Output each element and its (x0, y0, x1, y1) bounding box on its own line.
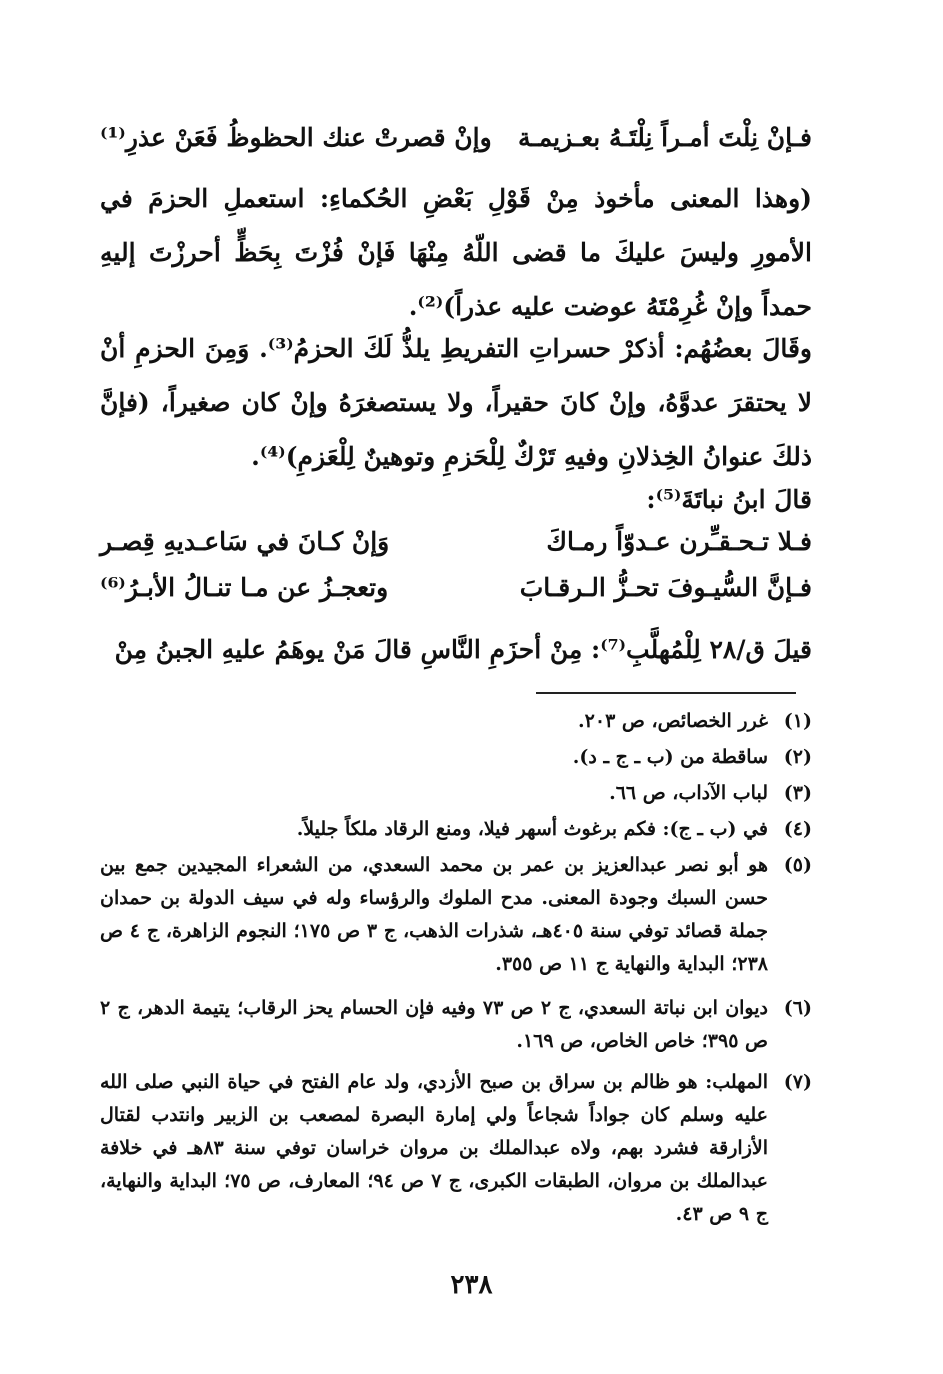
footnote (100, 1066, 812, 1231)
poet-intro: قالَ ابنُ نباتَةَ⁽⁵⁾: (646, 485, 812, 514)
footnote (100, 705, 812, 738)
footnote-text: غرر الخصائص، ص ٢٠٣. (578, 710, 768, 732)
footnote-text: في (ب ـ ج): فكم برغوث أسهر فيلا، ومنع الرقاد ملكاً جليلاً. (296, 818, 768, 840)
footnote-text: ديوان ابن نباتة السعدي، ج ٢ ص ٧٣ وفيه فإن الحسام يحز الرقاب؛ يتيمة الدهر، ج ٢ ص ٣٩٥؛ خاص الخاص، ص ١٦٩. (100, 997, 768, 1052)
footnote-divider (536, 692, 796, 694)
verse-line (100, 520, 812, 564)
footnote-text: المهلب: هو ظالم بن سراق بن صبح الأزدي، ولد عام الفتح في حياة النبي صلى الله عليه وسلم كان جواداً شجاعاً ولي إمارة البصرة لمصعب بن الزبير وانتدب لقتال الأزارقة فشرد بهم، ولاه عبدالملك بن مروان خراسان توفي سنة ٨٣هـ في خلافة عبدالملك بن مروان، الطبقات الكبرى، ج ٧ ص ٩٤؛ المعارف، ص ٧٥؛ البداية والنهاية، ج ٩ ص ٤٣. (100, 1071, 768, 1225)
footnote-number: (٥) (783, 854, 812, 876)
verse-first-hemistich: فـإنْ نِلْتَ أمـراً نِلْتَـهُ بعـزيمـة (517, 123, 812, 152)
verse-line (100, 566, 812, 610)
verse-first-hemistich: فـإنَّ السُّيـوفَ تحـزُّ الـرقـابَ (519, 573, 812, 602)
footnote (100, 992, 812, 1058)
footnote (100, 813, 812, 846)
footnote-number: (٢) (783, 746, 812, 768)
footnote (100, 741, 812, 774)
body-paragraph: (وهذا المعنى مأخوذ مِنْ قَوْلِ بَعْضِ الحُكماءِ: استعملِ الحزمَ في الأمورِ وليسَ عليكَ ما قضى اللّهُ مِنْهَا فَإنْ فُزْتَ بِحَظٍّ أحرزْتَ إليهِ حمداً وإنْ غُرِمْتَهُ عوضت عليه عذراً)⁽²⁾. (100, 184, 812, 321)
footnote-number: (٧) (783, 1071, 812, 1093)
verse-first-hemistich: فـلا تـحـقـِّرن عـدوّاً رمـاكَ (546, 527, 812, 556)
body-line: قيلَ ق/٢٨ لِلْمُهلَّبِ⁽⁷⁾: مِنْ أحزَمِ النَّاسِ قالَ مَنْ يوهَمُ عليهِ الجبنُ مِنْ (114, 635, 812, 664)
verse-line (100, 116, 812, 160)
verse-second-hemistich: وتعجـزُ عن مـا تنـالُ الأبـرُ⁽⁶⁾ (100, 573, 389, 602)
footnote-text: هو أبو نصر عبدالعزيز بن عمر بن محمد السعدي، من الشعراء المجيدين جمع بين حسن السبك وجودة المعنى. مدح الملوك والرؤساء وله في سيف الدولة بن حمدان جملة قصائد توفي سنة ٤٠٥هـ، شذرات الذهب، ج ٣ ص ١٧٥؛ النجوم الزاهرة، ج ٤ ص ٢٣٨؛ البداية والنهاية ج ١١ ص ٣٥٥. (100, 854, 769, 975)
footnote-number: (٣) (783, 782, 812, 804)
page-number: ٢٣٨ (450, 1270, 493, 1300)
body-paragraph: وقَالَ بعضُهُم: أذكرْ حسراتِ التفريطِ يلذُّ لَكَ الحزمُ⁽³⁾. وَمِنَ الحزمِ أنْ لا يحتقرَ عدوَّهُ، وإنْ كانَ حقيراً، ولا يستصغرَهُ وإنْ كان صغيراً، (فإنَّ ذلكَ عنوانُ الخِذلانِ وفيهِ تَرْكٌ لِلْحَزمِ وتوهينٌ لِلْعَزمِ)⁽⁴⁾. (100, 334, 812, 471)
footnote (100, 849, 812, 981)
verse-second-hemistich: وَإنْ كـانَ في سَاعـديهِ قِصـر (100, 527, 390, 556)
verse-second-hemistich: وإنْ قصرتْ عنك الحظوظُ فَعَنْ عذرِ⁽¹⁾ (100, 123, 492, 152)
footnote-number: (٤) (783, 818, 812, 840)
footnote (100, 777, 812, 810)
footnote-text: ساقطة من (ب ـ ج ـ د). (572, 746, 768, 768)
footnote-text: لباب الآداب، ص ٦٦. (609, 782, 768, 804)
footnote-number: (١) (783, 710, 812, 732)
footnote-number: (٦) (783, 997, 812, 1019)
